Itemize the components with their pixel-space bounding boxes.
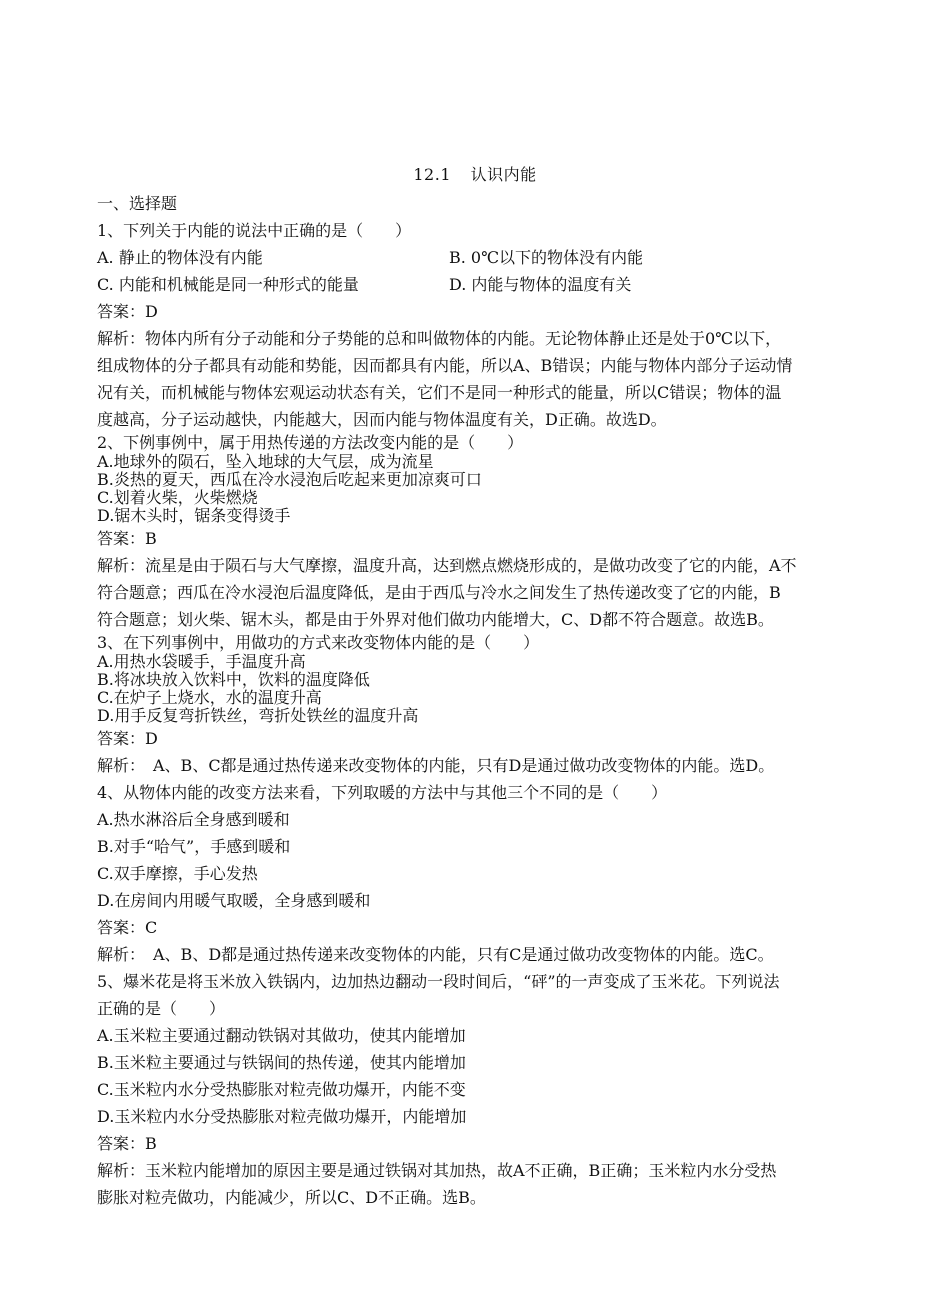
option-b: B.将冰块放入饮料中，饮料的温度降低 — [97, 670, 370, 689]
option-a: A.地球外的陨石，坠入地球的大气层，成为流星 — [97, 452, 434, 471]
question-5 — [97, 968, 857, 1211]
explanation-line: 解析：物体内所有分子动能和分子势能的总和叫做物体的内能。无论物体静止还是处于0℃以下， — [97, 329, 782, 348]
question-1 — [97, 217, 857, 433]
option-a: A. 静止的物体没有内能 — [97, 248, 263, 267]
option-c: C.在炉子上烧水，水的温度升高 — [97, 688, 322, 707]
question-stem: 4、从物体内能的改变方法来看，下列取暖的方法中与其他三个不同的是（ ） — [97, 783, 668, 802]
explanation-line: 度越高，分子运动越快，内能越大，因而内能与物体温度有关，D正确。故选D。 — [97, 410, 667, 429]
question-stem: 5、爆米花是将玉米放入铁锅内，边加热边翻动一段时间后，“砰”的一声变成了玉米花。下列说法 — [97, 972, 780, 991]
answer: 答案：C — [97, 918, 158, 937]
answer: 答案：B — [97, 529, 157, 548]
title-number: 12.1 — [413, 165, 451, 184]
question-stem: 1、下列关于内能的说法中正确的是（ ） — [97, 221, 412, 240]
explanation — [97, 552, 857, 633]
explanation — [97, 1157, 857, 1211]
question-3 — [97, 633, 857, 779]
explanation-line: 符合题意；西瓜在冷水浸泡后温度降低，是由于西瓜与冷水之间发生了热传递改变了它的内能，B — [97, 583, 781, 602]
explanation: 解析： A、B、C都是通过热传递来改变物体的内能，只有D是通过做功改变物体的内能。选D。 — [97, 756, 775, 775]
option-d: D.在房间内用暖气取暖，全身感到暖和 — [97, 891, 371, 910]
option-d: D.锯木头时，锯条变得烫手 — [97, 506, 291, 525]
question-stem: 3、在下列事例中，用做功的方式来改变物体内能的是（ ） — [97, 633, 540, 652]
page-title — [0, 165, 950, 185]
answer: 答案：D — [97, 729, 158, 748]
answer: 答案：D — [97, 302, 158, 321]
option-row — [97, 271, 857, 298]
explanation: 解析： A、B、D都是通过热传递来改变物体的内能，只有C是通过做功改变物体的内能。选C。 — [97, 945, 774, 964]
document-body — [97, 190, 857, 1211]
option-b: B.炎热的夏天，西瓜在冷水浸泡后吃起来更加凉爽可口 — [97, 470, 482, 489]
question-4 — [97, 779, 857, 968]
question-stem: 2、下例事例中，属于用热传递的方法改变内能的是（ ） — [97, 433, 524, 452]
option-c: C.划着火柴，火柴燃烧 — [97, 488, 258, 507]
explanation-line: 况有关，而机械能与物体宏观运动状态有关，它们不是同一种形式的能量，所以C错误；物体的温 — [97, 383, 782, 402]
option-b: B.玉米粒主要通过与铁锅间的热传递，使其内能增加 — [97, 1053, 466, 1072]
title-text: 认识内能 — [470, 165, 537, 184]
explanation-line: 解析：玉米粒内能增加的原因主要是通过铁锅对其加热，故A不正确，B正确；玉米粒内水分受热 — [97, 1161, 777, 1180]
option-a: A.热水淋浴后全身感到暖和 — [97, 810, 290, 829]
question-2 — [97, 433, 857, 633]
option-c: C.双手摩擦，手心发热 — [97, 864, 258, 883]
answer: 答案：B — [97, 1134, 157, 1153]
explanation-line: 组成物体的分子都具有动能和势能，因而都具有内能，所以A、B错误；内能与物体内部分子运动情 — [97, 356, 793, 375]
option-d: D.玉米粒内水分受热膨胀对粒壳做功爆开，内能增加 — [97, 1107, 467, 1126]
option-b: B.对手“哈气”，手感到暖和 — [97, 837, 291, 856]
explanation-line: 解析：流星是由于陨石与大气摩擦，温度升高，达到燃点燃烧形成的，是做功改变了它的内能，A不 — [97, 556, 797, 575]
option-d: D.用手反复弯折铁丝，弯折处铁丝的温度升高 — [97, 706, 419, 725]
option-row — [97, 244, 857, 271]
explanation-line: 膨胀对粒壳做功，内能减少，所以C、D不正确。选B。 — [97, 1188, 486, 1207]
option-c: C. 内能和机械能是同一种形式的能量 — [97, 275, 359, 294]
option-d: D. 内能与物体的温度有关 — [449, 275, 632, 294]
option-b: B. 0℃以下的物体没有内能 — [449, 248, 644, 267]
explanation-line: 符合题意；划火柴、锯木头，都是由于外界对他们做功内能增大，C、D都不符合题意。故选B。 — [97, 610, 774, 629]
option-a: A.用热水袋暖手，手温度升高 — [97, 652, 306, 671]
explanation — [97, 325, 857, 433]
option-a: A.玉米粒主要通过翻动铁锅对其做功，使其内能增加 — [97, 1026, 466, 1045]
question-stem: 正确的是（ ） — [97, 999, 226, 1018]
option-c: C.玉米粒内水分受热膨胀对粒壳做功爆开，内能不变 — [97, 1080, 466, 1099]
section-heading: 一、选择题 — [97, 194, 178, 213]
